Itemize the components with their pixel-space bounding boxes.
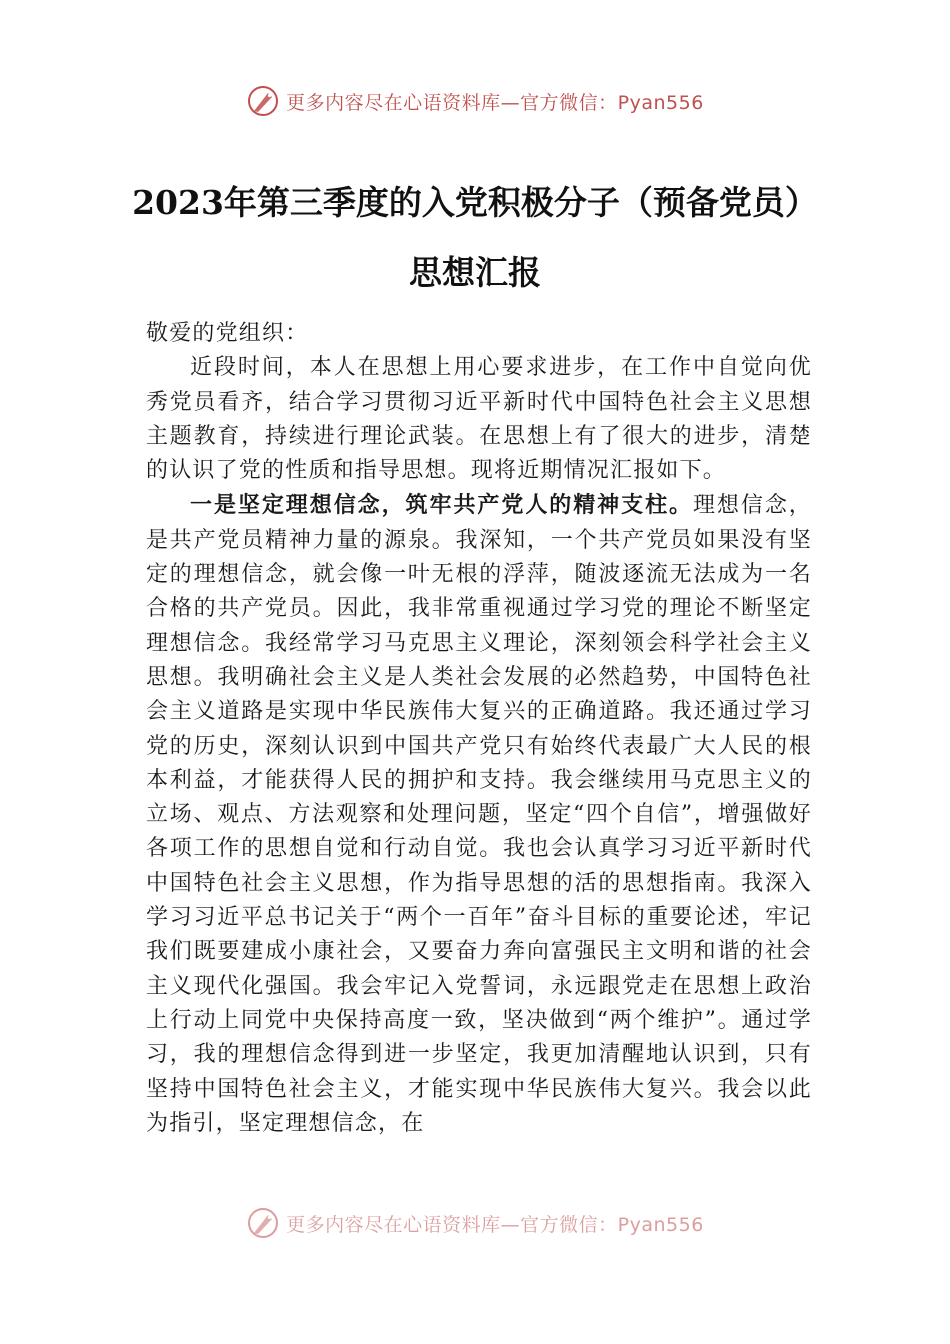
section-1-paragraph xyxy=(146,488,812,1141)
section-1-body: 理想信念，是共产党员精神力量的源泉。我深知，一个共产党员如果没有坚定的理想信念，就会像一叶无根的浮萍，随波逐流无法成为一名合格的共产党员。因此，我非常重视通过学习党的理论不断坚定理想信念。我经常学习马克思主义理论，深刻领会科学社会主义思想。我明确社会主义是人类社会发展的必然趋势，中国特色社会主义道路是实现中华民族伟大复兴的正确道路。我还通过学习党的历史，深刻认识到中国共产党只有始终代表最广大人民的根本利益，才能获得人民的拥护和支持。我会继续用马克思主义的立场、观点、方法观察和处理问题，坚定“四个自信”，增强做好各项工作的思想自觉和行动自觉。我也会认真学习习近平新时代中国特色社会主义思想，作为指导思想的活的思想指南。我深入学习习近平总书记关于“两个一百年”奋斗目标的重要论述，牢记我们既要建成小康社会，又要奋力奔向富强民主文明和谐的社会主义现代化强国。我会牢记入党誓词，永远跟党走在思想上政治上行动上同党中央保持高度一致，坚决做到“两个维护”。通过学习，我的理想信念得到进一步坚定，我更加清醒地认识到，只有坚持中国特色社会主义，才能实现中华民族伟大复兴。我会以此为指引，坚定理想信念，在 xyxy=(146,493,812,1136)
watermark-text: 更多内容尽在心语资料库—官方微信：Pyan556 xyxy=(286,1213,704,1236)
footer-watermark xyxy=(0,1206,950,1240)
watermark-text: 更多内容尽在心语资料库—官方微信：Pyan556 xyxy=(286,91,704,114)
document-title: 2023年第三季度的入党积极分子（预备党员）思想汇报 xyxy=(132,183,818,292)
section-1-heading: 一是坚定理想信念，筑牢共产党人的精神支柱。 xyxy=(190,492,693,519)
intro-paragraph: 近段时间，本人在思想上用心要求进步，在工作中自觉向优秀党员看齐，结合学习贯彻习近平新时代中国特色社会主义思想主题教育，持续进行理论武装。在思想上有了很大的进步，清楚的认识了党的性质和指导思想。现将近期情况汇报如下。 xyxy=(146,355,812,484)
salutation: 敬爱的党组织： xyxy=(146,321,309,346)
pen-nib-logo-icon xyxy=(246,1206,280,1240)
document-body xyxy=(146,317,812,1141)
